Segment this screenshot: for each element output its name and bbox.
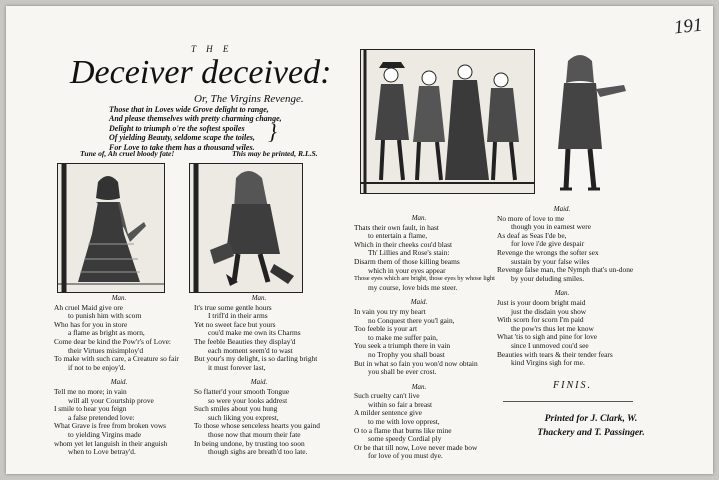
tune-line: Tune of, Ah cruel bloody fate! [80,149,175,158]
stanza-line: I trifl'd in their arms [208,311,268,321]
stanza-line: O to a flame that burns like mine [354,425,452,435]
verse-line: For Love to take them has a thousand wiles. [109,142,255,152]
man-illustration [546,49,634,199]
page-number: 191 [672,14,704,39]
stanza-line: kind Virgins sigh for me. [511,358,585,368]
stanza-line: though sighs are breath'd too late. [208,447,308,457]
brace-ornament: } [268,119,277,144]
verse-line: Those that in Loves wide Grove delight to range, [109,105,269,114]
stanza-line: to entertain a flame, [368,231,428,241]
stanza-line: Th' Lillies and Rose's stain: [368,248,450,258]
stanza-line: In being undone, by trusting too soon [194,438,305,448]
stanza-line: No more of love to me [497,213,565,223]
stanza-line: their Virtues misimploy'd [68,345,144,355]
column-3 [354,214,495,467]
stanza-line: for love i'de give despair [511,239,585,249]
stanza-line: if not to be enjoy'd. [68,362,126,372]
verse-line: And please themselves with pretty charming change, [109,114,282,124]
woodcut-man [546,49,634,199]
stanza-line: no Conquest there you'l gain, [368,315,455,325]
stanza-line: But in what so fain you won'd now obtain [354,358,478,368]
page-title: Deceiver deceived: [70,54,332,91]
stanza-line: within so fair a breast [368,399,433,409]
finis-label: FINIS. [553,380,592,391]
subtitle: Or, The Virgins Revenge. [194,93,304,105]
stanza-line: What Grave is free from broken vows [54,421,167,431]
stanza-line: those now that mourn their fate [208,429,301,439]
stanza [497,205,634,283]
stanza-line: cou'd make me own its Charms [208,328,301,338]
stanza-line: when to Love betray'd. [68,447,136,457]
stanza-line: just the disdain you show [511,306,587,316]
gentleman-illustration [190,164,302,292]
stanza-line: To those whose senceless hearts you gaind [194,421,320,431]
stanza-line: Or be that till now, Love never made bow [354,442,478,452]
stanza-line: The feeble Beauties they display'd [194,336,296,346]
stanza-line: I smile to hear you feign [54,404,127,414]
speaker-label: Maid. [250,378,268,387]
stanza-line: each moment seem'd to wast [208,345,293,355]
column-1 [54,294,184,463]
column-2 [194,294,324,463]
stanza-line: Disarm them of those killing beams [354,256,460,266]
stanza-line: As deaf as Seas I'de be, [497,230,567,240]
stanza [354,383,484,461]
stanza-line: Too feeble is your art [354,324,418,334]
stanza-line: Ah cruel Maid give ore [54,302,123,312]
stanza-line: Beauties with tears & their tender fears [497,349,613,359]
stanza [54,294,184,372]
intro-verse [109,105,282,152]
stanza-line: whom yet let languish in their anguish [54,438,168,448]
stanza-line: to make me suffer pain, [368,332,438,342]
stanza-line: it must forever last, [208,362,266,372]
stanza [194,378,324,456]
stanza-line: Those eyes which are bright, those eyes by whose light [354,275,495,283]
stanza [497,289,627,367]
license-line: This may be printed, R.L.S. [232,149,318,158]
speaker-label: Man. [411,382,427,391]
group-illustration [361,50,534,193]
stanza-line: Who has for you in store [54,319,128,329]
speaker-label: Man. [111,294,127,302]
speaker-label: Man. [251,294,267,302]
stanza-line: Revenge the wrongs the softer sex [497,247,599,257]
stanza-line: so were your looks addrest [208,395,288,405]
stanza-line: the pow'rs thus let me know [511,323,594,333]
stanza-line: a false pretended love: [68,412,135,422]
stanza-line: by your deluding smiles. [511,273,585,283]
stanza-line: for love of you must dye. [368,451,443,461]
imprint-line: Printed for J. Clark, W. [544,413,638,424]
broadside-sheet [6,6,713,474]
stanza [54,378,184,456]
stanza-line: In vain you try my heart [354,306,426,316]
title-article: T H E [191,44,233,54]
stanza-line: Revenge false man, the Nymph that's un-done [497,265,634,275]
divider [503,401,633,402]
stanza-line: Tell me no more; in vain [54,386,127,396]
speaker-label: Maid. [410,298,428,307]
stanza-line: With scorn for scorn I'm paid [497,315,584,325]
stanza-line: Yet no sweet face but yours [194,319,276,329]
stanza-line: So flatter'd your smooth Tongue [194,386,290,396]
stanza-line: to yielding Virgins made [68,429,141,439]
stanza [354,298,484,376]
stanza-line: But your's my delight, is so darling bright [194,354,318,364]
stanza-line: which in your eyes appear [368,265,446,275]
stanza-line: to punish him with scorn [68,311,142,321]
verse-line: Of yielding Beauty, seldome scape the toiles, [109,133,255,143]
woodcut-group [360,49,535,194]
stanza-line: Thats their own fault, in hast [354,222,439,232]
speaker-label: Man. [554,289,570,298]
stanza-line: To make with such care, a Creature so fair [54,354,179,364]
stanza-line: no Trophy you shall boast [368,349,445,359]
stanza-line: to me with love opprest, [368,417,440,427]
stanza-line: Which in their cheeks cou'd blast [354,239,452,249]
printer-imprint [511,412,671,440]
stanza-line: you shall be ever crost. [368,367,437,377]
stanza-line: sustain by your false wiles [511,256,590,266]
woodcut-gentleman [189,163,303,293]
stanza-line: such liking you exprest, [208,412,279,422]
stanza-line: some speedy Cordial ply [368,434,442,444]
stanza-line: Such smiles about you hung [194,404,278,414]
stanza [354,214,495,292]
speaker-label: Maid. [110,378,128,387]
stanza-line: It's true some gentle hours [194,302,272,312]
stanza-line: Such cruelty can't live [354,391,420,401]
imprint-line: Thackery and T. Passinger. [537,427,645,438]
stanza-line: my course, love bids me steer. [368,282,458,292]
stanza-line: What 'tis to sigh and pine for love [497,332,598,342]
column-4 [497,205,634,374]
stanza-line: will all your Courtship prove [68,395,154,405]
speaker-label: Maid. [553,205,571,213]
stanza-line: Just is your doom bright maid [497,297,586,307]
lady-illustration [58,164,164,292]
stanza-line: since I unmoved cou'd see [511,340,589,350]
stanza-line: A milder sentence give [354,408,422,418]
stanza [194,294,324,372]
verse-line: Delight to triumph o're the softest spoiles [109,123,245,133]
stanza-line: You seek a triumph there in vain [354,341,451,351]
speaker-label: Man. [411,214,427,222]
stanza-line: a flame as bright as morn, [68,328,145,338]
stanza-line: though you in earnest were [511,222,592,232]
woodcut-lady [57,163,165,293]
stanza-line: Come dear be kind the Pow'r's of Love: [54,336,171,346]
